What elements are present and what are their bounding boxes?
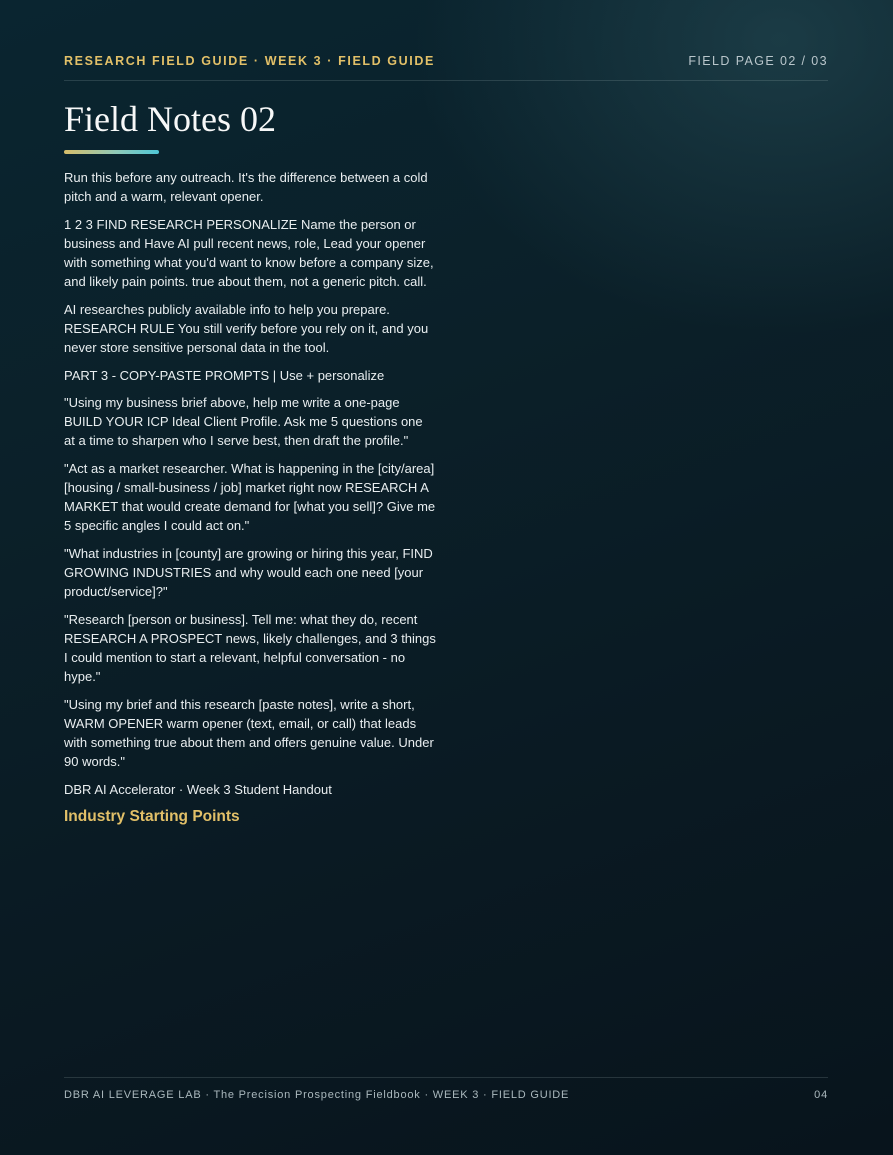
handout-credit: DBR AI Accelerator · Week 3 Student Handout (64, 782, 332, 797)
main-content (64, 168, 436, 827)
page-number: 04 (814, 1089, 828, 1101)
prompt-find-industries: "What industries in [county] are growing or hiring this year, FIND GROWING INDUSTRIES and why would each one need [your product/service]?" (64, 546, 433, 599)
field-page-indicator: FIELD PAGE 02 / 03 (688, 54, 828, 68)
prompt-build-icp: "Using my business brief above, help me write a one-page BUILD YOUR ICP Ideal Client Profile. Ask me 5 questions one at a time to sharpen who I serve best, then draft the profile." (64, 395, 423, 448)
prompt-research-prospect: "Research [person or business]. Tell me: what they do, recent RESEARCH A PROSPECT news, likely challenges, and 3 things I could mention to start a relevant, helpful conversation - no hype." (64, 612, 436, 684)
page-header (64, 52, 828, 81)
research-rule-paragraph: AI researches publicly available info to help you prepare. RESEARCH RULE You still verify before you rely on it, and you never store sensitive personal data in the tool. (64, 302, 429, 355)
prompts-section-label: PART 3 - COPY-PASTE PROMPTS | Use + personalize (64, 368, 385, 383)
footer-credit: DBR AI LEVERAGE LAB · The Precision Prospecting Fieldbook · WEEK 3 · FIELD GUIDE (64, 1089, 570, 1101)
industry-section-heading: Industry Starting Points (64, 808, 240, 825)
title-underline-accent (64, 150, 159, 154)
prompt-warm-opener: "Using my brief and this research [paste notes], write a short, WARM OPENER warm opener (text, email, or call) that leads with something true about them and offers genuine value. Under 90 words." (64, 697, 434, 769)
steps-paragraph: 1 2 3 FIND RESEARCH PERSONALIZE Name the person or business and Have AI pull recent news, role, Lead your opener with something what you'd want to know before a company size, and likely pain points. true about them, not a generic pitch. call. (64, 217, 434, 289)
prompt-research-market: "Act as a market researcher. What is happening in the [city/area] [housing / small-business / job] market right now RESEARCH A MARKET that would create demand for [what you sell]? Give me 5 specific angles I could act on." (64, 461, 436, 533)
header-eyebrow: RESEARCH FIELD GUIDE · WEEK 3 · FIELD GUIDE (64, 54, 435, 68)
intro-paragraph: Run this before any outreach. It's the difference between a cold pitch and a warm, relevant opener. (64, 170, 428, 204)
page-title: Field Notes 02 (64, 99, 276, 139)
page-footer (64, 1077, 828, 1108)
